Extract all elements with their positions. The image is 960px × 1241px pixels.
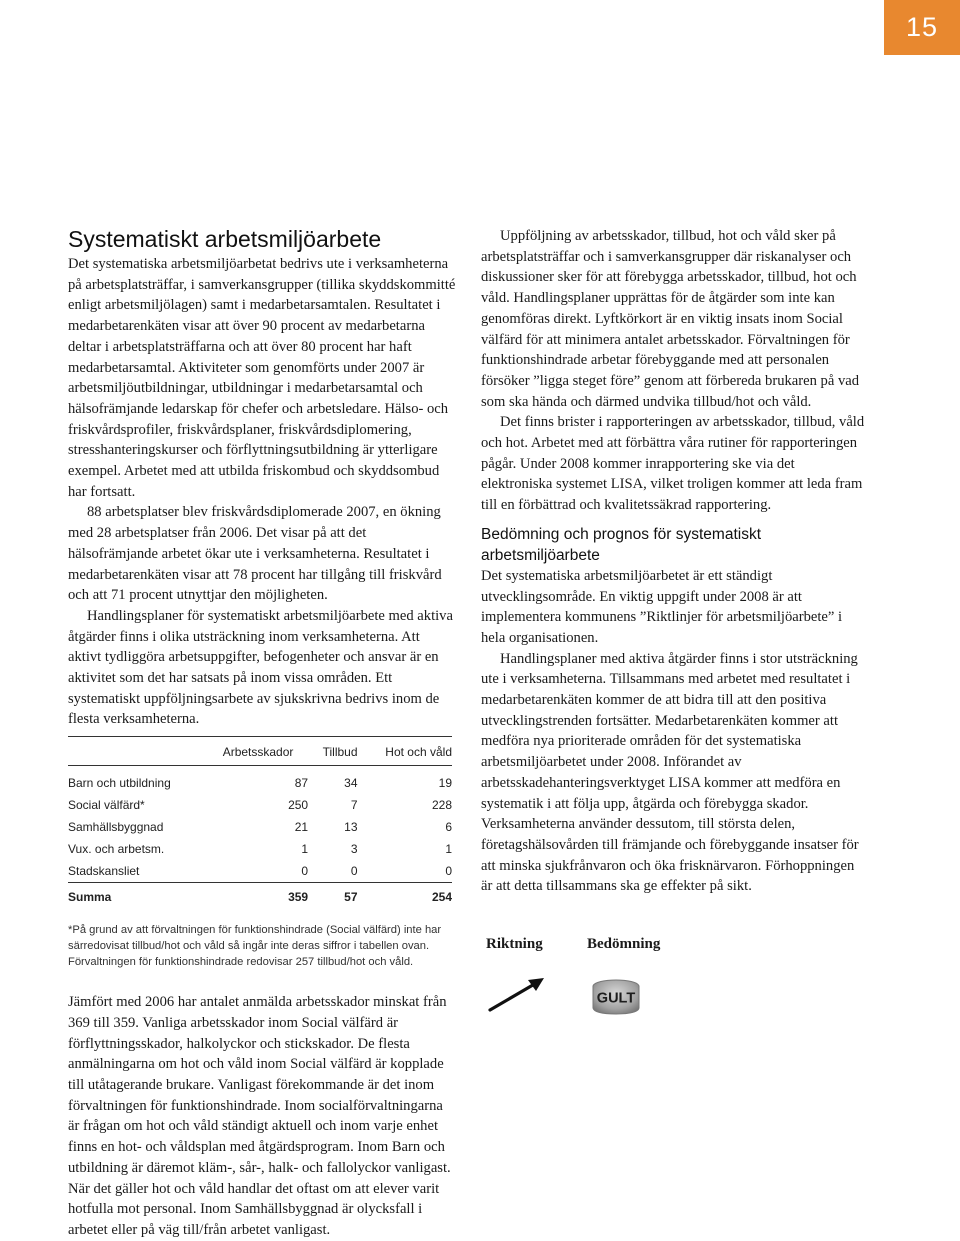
- table-cell: 87: [294, 776, 309, 791]
- table-header-cell: [68, 737, 208, 766]
- table-header-cell: Hot och våld: [358, 737, 452, 766]
- table-cell: 19: [438, 776, 452, 791]
- subsection-title: Bedömning och prognos för systematiskt arbetsmiljöarbete: [481, 525, 761, 564]
- table-cell: 13: [344, 820, 358, 835]
- left-column: [68, 226, 456, 1241]
- paragraph-friskvard: 88 arbetsplatser blev friskvårdsdiplomerade 2007, en ökning med 28 arbetsplatser från 2006. Det visar på att det hälsofrämjande arbetet ökar ute i verksamheterna. Resultatet i medarbetarenkäten visar att 78 procent har tillgång till friskvård och att 71 procent utnyttjar den möjligheten.: [68, 504, 442, 604]
- table-row: [68, 860, 452, 883]
- page-number: 15: [884, 0, 960, 55]
- table-cell: 34: [344, 776, 358, 791]
- table-cell: 228: [431, 798, 452, 813]
- table-row: [68, 794, 452, 816]
- right-column: [481, 226, 867, 897]
- table-cell: 21: [294, 820, 309, 835]
- paragraph-prognos: Handlingsplaner med aktiva åtgärder finns i stor utsträckning ute i verksamheterna. Tillsammans med arbetet med resultatet i medarbetarenkäten kommer de att bidra till att den positiva utvecklingstrenden fortsätter. Medarbetarenkäten kommer att medföra nya prioriterade områden för det systematiska arbetsmiljöarbetet under 2008. Införandet av arbetsskadehanteringsverktyget LISA kommer att medföra en systematik i att följa upp, åtgärda och förebygga skador. Verksamheterna använder dessutom, till största delen, företagshälsovården till främjande och förebyggande insatser för att minska sjukfrånvaron och öka frisknärvaron. Förhoppningen är att detta tillsammans ska ge effekter på sikt.: [481, 650, 859, 895]
- injury-table: [68, 736, 452, 908]
- table-cell: 254: [358, 883, 452, 909]
- assessment-indicators: [486, 936, 716, 1026]
- table-header-row: [68, 737, 452, 766]
- table-cell: Summa: [68, 883, 208, 909]
- table-cell: 0: [350, 864, 358, 879]
- table-footnote: *På grund av att förvaltningen för funktionshindrade (Social välfärd) inte har särredovisat tillbud/hot och våld så ingår inte deras siffror i tabellen ovan. Förvaltningen för funktionshindrade redovisar 257 tillbud/hot och våld.: [68, 924, 442, 969]
- paragraph-arbetsskador: Jämfört med 2006 har antalet anmälda arbetsskador minskat från 369 till 359. Vanliga arbetsskador inom Social välfärd är förflyttningsskador, halkolyckor och stickskador. De flesta anmälningarna om hot och våld inom Social välfärd är kopplade till utåtagerande brukare. Vanligast förekommande är det inom förvaltningen för funktionshindrade. Inom socialförvaltningarna är frågan om hot och våld ständigt aktuell och inom varje enhet finns en hot- och våldsplan med åtgärdsprogram. Inom Barn och utbildning är däremot kläm-, sår-, halk- och fallolyckor vanligast. När det gäller hot och våld handlar det oftast om att elever varit hotfulla mot personal. Inom Samhällsbyggnad är olycksfall i arbetet eller på väg till/från arbetet vanligast.: [68, 994, 451, 1238]
- gult-badge-text: GULT: [596, 990, 636, 1007]
- riktning-label: Riktning: [486, 936, 543, 952]
- table-cell: 1: [301, 842, 309, 857]
- gult-badge-icon: [591, 978, 641, 1016]
- paragraph-brister: Det finns brister i rapporteringen av arbetsskador, tillbud, våld och hot. Arbetet med att förbättra våra rutiner för rapporteringen pågår. Under 2008 kommer inrapportering ske via det elektroniska systemet LISA, vilket troligen kommer att leda fram till en förbättrad och kvalitetssäkrad rapportering.: [481, 414, 865, 514]
- table-cell: 250: [288, 798, 309, 813]
- table-cell: 7: [350, 798, 358, 813]
- paragraph-utvecklingsomrade: Det systematiska arbetsmiljöarbetet är ett ständigt utvecklingsområde. En viktig uppgift under 2008 är att implementera kommunens ”Riktlinjer för arbetsmiljöarbete” i hela organisationen.: [481, 567, 843, 646]
- paragraph-uppfoljning: Uppföljning av arbetsskador, tillbud, hot och våld sker på arbetsplatsträffar och i samverkansgrupper där riskanalyser och diskussioner sker för att förebygga arbetsskador, tillbud, hot och våld. Handlingsplaner upprättas för de åtgärder som inte kan genomföras direkt. Lyftkörkort är en viktig insats inom Social välfärd för att minimera antalet arbetsskador. Förvaltningen för funktionshindrade arbetar förebyggande med att personalen försöker ”ligga steget före” genom att förbereda brukaren på vad som ska hända och därmed undvika tillbud/hot och våld.: [481, 228, 860, 410]
- table-cell: Vux. och arbetsm.: [68, 842, 165, 857]
- table-cell: 0: [445, 864, 452, 879]
- table-cell: 57: [308, 883, 357, 909]
- table-sum-row: [68, 883, 452, 909]
- table-cell: 0: [301, 864, 309, 879]
- table-cell: 1: [445, 842, 452, 857]
- table-header-cell: Tillbud: [308, 737, 357, 766]
- table-cell: Samhällsbyggnad: [68, 820, 164, 835]
- table-row: [68, 838, 452, 860]
- table-cell: 6: [445, 820, 452, 835]
- table-cell: 3: [350, 842, 358, 857]
- bedomning-label: Bedömning: [587, 936, 661, 952]
- table-cell: Barn och utbildning: [68, 776, 171, 791]
- table-cell: Stadskansliet: [68, 864, 140, 879]
- table-row: [68, 766, 452, 795]
- table-header-cell: Arbetsskador: [208, 737, 308, 766]
- paragraph-intro: Det systematiska arbetsmiljöarbetat bedrivs ute i verksamheterna på arbetsplatsträffar, i samverkansgrupper (tillika skyddskommitté enligt arbetsmiljölagen) samt i medarbetarsamtalen. Resultatet i medarbetarenkäten visar att över 90 procent av medarbetarna deltar i arbetsplatsträffarna och att över 80 procent har haft medarbetarsamtal. Aktiviteter som genomförts under 2007 är arbetsmiljöutbildningar, utbildningar i medarbetarsamtal och hälsofrämjande ledarskap för chefer och arbetsledare. Hälso- och friskvårdsprofiler, friskvårdsplaner, friskvårdsdiplomering, stresshanteringskurser och förflyttningsutbildning är ytterligare exempel. Arbetet med att utbilda friskombud och skyddsombud har fortsatt.: [68, 256, 456, 500]
- table-row: [68, 816, 452, 838]
- table-cell: 359: [208, 883, 308, 909]
- paragraph-handlingsplaner: Handlingsplaner för systematiskt arbetsmiljöarbete med aktiva åtgärder finns i olika utsträckning inom verksamheterna. Att aktivt tydliggöra arbetsuppgifter, befogenheter och ansvar är en aktivitet som det har satsats på inom vissa områden. Ett systematiskt uppföljningsarbete av sjukskrivna bedrivs inom de flesta verksamheterna.: [68, 607, 453, 728]
- table-cell: Social välfärd*: [68, 798, 145, 813]
- section-title: Systematiskt arbetsmiljöarbete: [68, 226, 382, 252]
- arrow-up-right-icon: [488, 974, 548, 1014]
